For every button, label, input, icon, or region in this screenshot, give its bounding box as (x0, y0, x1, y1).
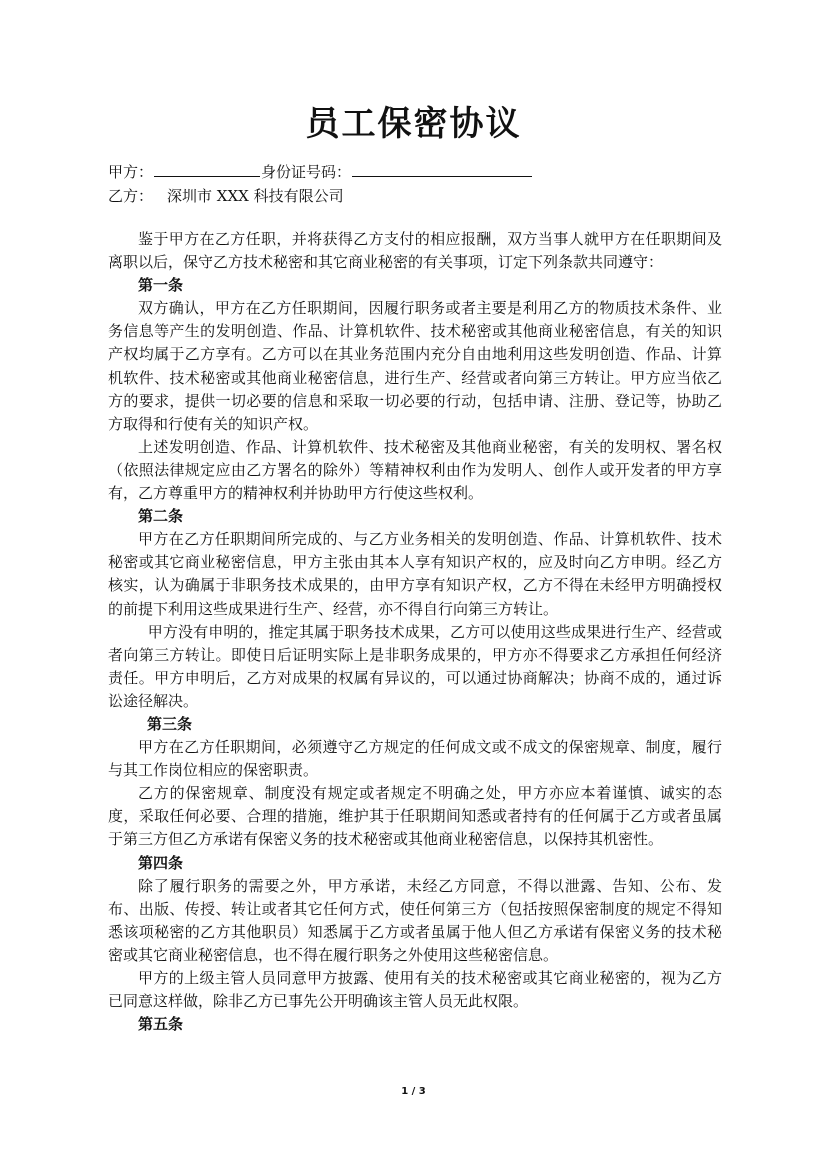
article-3-heading: 第三条 (147, 714, 193, 733)
article-1-heading: 第一条 (138, 276, 184, 295)
document-body (108, 228, 722, 1036)
article-3-paragraph-2: 乙方的保密规章、制度没有规定或者规定不明确之处，甲方亦应本着谨慎、诚实的态度，采取任何必要、合理的措施，维护其于任职期间知悉或者持有的任何属于乙方或者虽属于第三方但乙方承诺有保密义务的技术秘密或其他商业秘密信息，以保持其机密性。 (108, 784, 722, 849)
article-4-heading: 第四条 (138, 853, 184, 872)
article-5-heading: 第五条 (138, 1015, 184, 1034)
id-number-blank (352, 162, 532, 177)
article-2-paragraph-1: 甲方在乙方任职期间所完成的、与乙方业务相关的发明创造、作品、计算机软件、技术秘密或其它商业秘密信息，甲方主张由其本人享有知识产权的，应及时向乙方申明。经乙方核实，认为确属于非职务技术成果的，由甲方享有知识产权，乙方不得在未经甲方明确授权的前提下利用这些成果进行生产、经营，亦不得自行向第三方转让。 (108, 530, 722, 618)
id-number-label: 身份证号码： (261, 163, 352, 181)
page-number: 1 / 3 (401, 1086, 426, 1097)
article-4-paragraph-2: 甲方的上级主管人员同意甲方披露、使用有关的技术秘密或其它商业秘密的，视为乙方已同意这样做，除非乙方已事先公开明确该主管人员无此权限。 (108, 969, 722, 1011)
article-3-paragraph-1: 甲方在乙方任职期间，必须遵守乙方规定的任何成文或不成文的保密规章、制度，履行与其工作岗位相应的保密职责。 (108, 738, 722, 780)
article-2-paragraph-2: 甲方没有申明的，推定其属于职务技术成果，乙方可以使用这些成果进行生产、经营或者向第三方转让。即使日后证明实际上是非职务成果的，甲方亦不得要求乙方承担任何经济责任。甲方申明后，乙方对成果的权属有异议的，可以通过协商解决；协商不成的，通过诉讼途径解决。 (108, 622, 722, 710)
party-b-line (108, 186, 344, 206)
article-2-heading: 第二条 (138, 507, 184, 526)
party-b-label: 乙方： (108, 187, 154, 205)
document-title: 员工保密协议 (305, 104, 522, 144)
intro-paragraph: 鉴于甲方在乙方任职，并将获得乙方支付的相应报酬，双方当事人就甲方在任职期间及离职以后，保守乙方技术秘密和其它商业秘密的有关事项，订定下列条款共同遵守： (108, 230, 722, 272)
party-a-label: 甲方： (108, 163, 154, 181)
article-1-paragraph-1: 双方确认，甲方在乙方任职期间，因履行职务或者主要是利用乙方的物质技术条件、业务信息等产生的发明创造、作品、计算机软件、技术秘密或其他商业秘密信息，有关的知识产权均属于乙方享有。乙方可以在其业务范围内充分自由地利用这些发明创造、作品、计算机软件、技术秘密或其他商业秘密信息，进行生产、经营或者向第三方转让。甲方应当依乙方的要求，提供一切必要的信息和采取一切必要的行动，包括申请、注册、登记等，协助乙方取得和行使有关的知识产权。 (108, 299, 722, 433)
party-a-name-blank (154, 162, 260, 177)
party-a-line (108, 162, 533, 182)
article-4-paragraph-1: 除了履行职务的需要之外，甲方承诺，未经乙方同意，不得以泄露、告知、公布、发布、出版、传授、转让或者其它任何方式，使任何第三方（包括按照保密制度的规定不得知悉该项秘密的乙方其他职员）知悉属于乙方或者虽属于他人但乙方承诺有保密义务的技术秘密或其它商业秘密信息，也不得在履行职务之外使用这些秘密信息。 (108, 876, 722, 964)
article-1-paragraph-2: 上述发明创造、作品、计算机软件、技术秘密及其他商业秘密，有关的发明权、署名权（依照法律规定应由乙方署名的除外）等精神权利由作为发明人、创作人或开发者的甲方享有，乙方尊重甲方的精神权利并协助甲方行使这些权利。 (108, 437, 722, 503)
party-b-name: 深圳市 XXX 科技有限公司 (167, 187, 344, 205)
